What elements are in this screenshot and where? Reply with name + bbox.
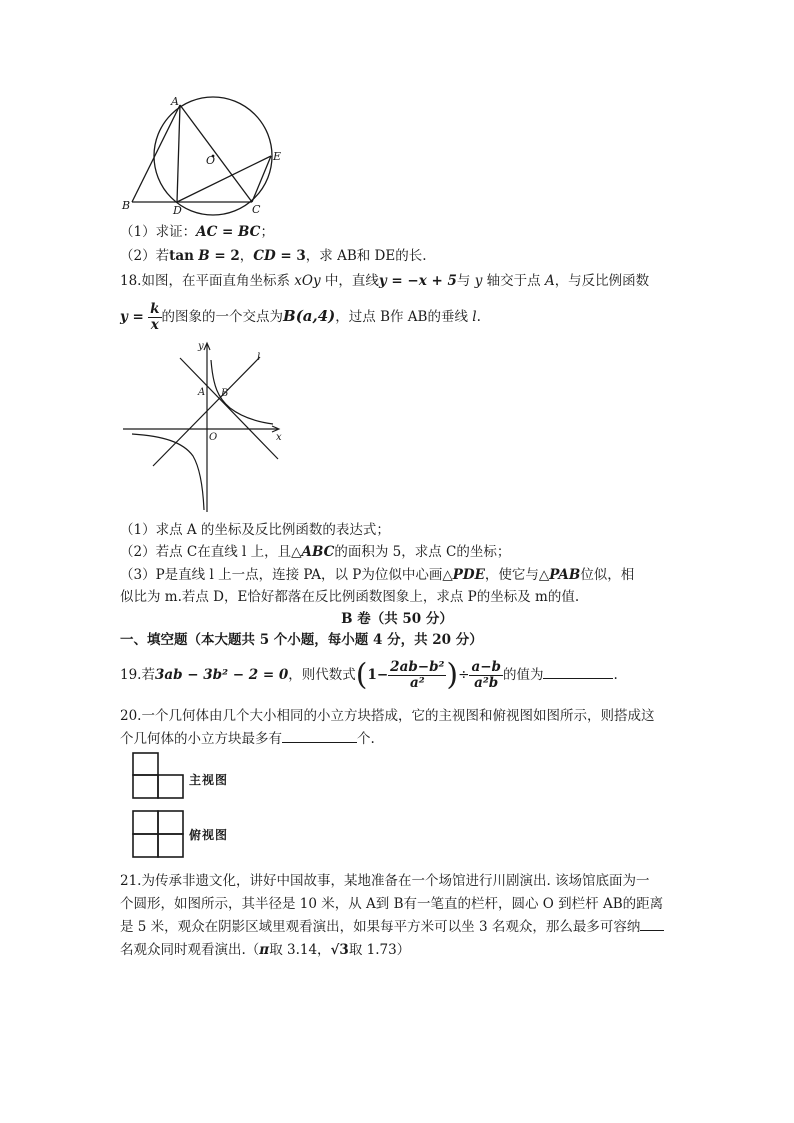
- hyperbola-branch-2: [132, 434, 204, 510]
- figure-18-coordinate-plane: [118, 338, 293, 516]
- q18-part2: （2）若点 C在直线 l 上，且△ABC的面积为 5，求点 C的坐标；: [120, 544, 511, 560]
- q17-part2: （2）若tan B = 2，CD = 3，求 AB和 DE的长.: [120, 248, 427, 264]
- label-o: O: [209, 432, 218, 443]
- front-view-label: 主视图: [189, 773, 229, 787]
- q20-stem-line2: 个几何体的小立方块最多有 个.: [120, 731, 375, 747]
- q19-answer-blank[interactable]: [543, 666, 613, 679]
- label-x: x: [276, 432, 282, 443]
- q20-answer-blank[interactable]: [282, 730, 357, 743]
- q18-stem-line2: y = $\frac{k}{x}$ 的图象的一个交点为B(a,4)，过点 B作 AB的垂线 l.: [120, 301, 481, 333]
- figure-17-circle: [115, 92, 295, 217]
- q18-part3-line1: （3）P是直线 l 上一点，连接 PA，以 P为位似中心画△PDE，使它与△PAB位似，相: [120, 567, 635, 583]
- label-b: B: [122, 199, 131, 212]
- q21-stem-line4: 名观众同时观看演出.（π取 3.14，√3取 1.73）: [120, 942, 411, 958]
- segment-ac: [180, 105, 252, 202]
- q20-stem-line1: 20.一个几何体由几个大小相同的小立方块搭成，它的主视图和俯视图如图所示，则搭成这: [120, 708, 655, 724]
- label-l: l: [257, 352, 261, 363]
- q17-part1: （1）求证：AC = BC；: [120, 224, 274, 240]
- q18-part3-line2: 似比为 m.若点 D，E恰好都落在反比例函数图象上，求点 P的坐标及 m的值.: [120, 589, 580, 605]
- label-c: C: [252, 203, 261, 216]
- segment-ad: [177, 105, 180, 202]
- top-view-label: 俯视图: [189, 828, 229, 842]
- label-a: A: [171, 95, 179, 108]
- front-view-grid: [132, 752, 184, 800]
- q21-stem-line2: 个圆形，如图所示，其半径是 10 米，从 A到 B有一笔直的栏杆，圆心 O 到栏杆 AB的距离: [120, 896, 664, 912]
- top-view-grid: [132, 810, 184, 858]
- q18-part1: （1）求点 A 的坐标及反比例函数的表达式；: [120, 522, 390, 538]
- label-o: O: [206, 154, 216, 167]
- q18-stem-line1: 18.如图，在平面直角坐标系 xOy 中，直线y = −x + 5与 y 轴交于点 A，与反比例函数: [120, 273, 650, 289]
- q21-stem-line3: 是 5 米，观众在阴影区域里观看演出，如果每平方米可以坐 3 名观众，那么最多可容纳: [120, 918, 664, 936]
- label-a: A: [198, 387, 206, 398]
- label-y: y: [198, 341, 204, 352]
- label-e: E: [273, 150, 282, 163]
- section-b-title: B 卷（共 50 分）: [341, 611, 453, 627]
- section-b-part1-heading: 一、填空题（本大题共 5 个小题，每小题 4 分，共 20 分）: [120, 632, 483, 648]
- fraction-a-b-over-a2b: $\frac{a-b}{\text{a²b}}$: [471, 659, 501, 691]
- q21-answer-blank[interactable]: [640, 918, 664, 931]
- fraction-2ab-b2-over-a2: $\frac{\text{2ab−b²}}{\text{a²}}$: [390, 659, 445, 691]
- line-y-neg-x-plus-5: [180, 358, 278, 459]
- label-d: D: [173, 204, 182, 217]
- q19-stem: 19.若3ab − 3b² − 2 = 0，则代数式(1− $\frac{\text{2ab−b²}}{\text{a²}}$ )÷ $\frac{a-b}{\text{a²b}}$ 的值为 .: [120, 657, 618, 693]
- q21-stem-line1: 21.为传承非遗文化，讲好中国故事，某地准备在一个场馆进行川剧演出. 该场馆底面为一: [120, 873, 650, 889]
- segment-ce: [252, 156, 271, 202]
- label-b: B: [221, 388, 229, 399]
- fraction-k-over-x: $\frac{k}{x}$: [150, 301, 160, 333]
- segment-ab: [132, 105, 180, 202]
